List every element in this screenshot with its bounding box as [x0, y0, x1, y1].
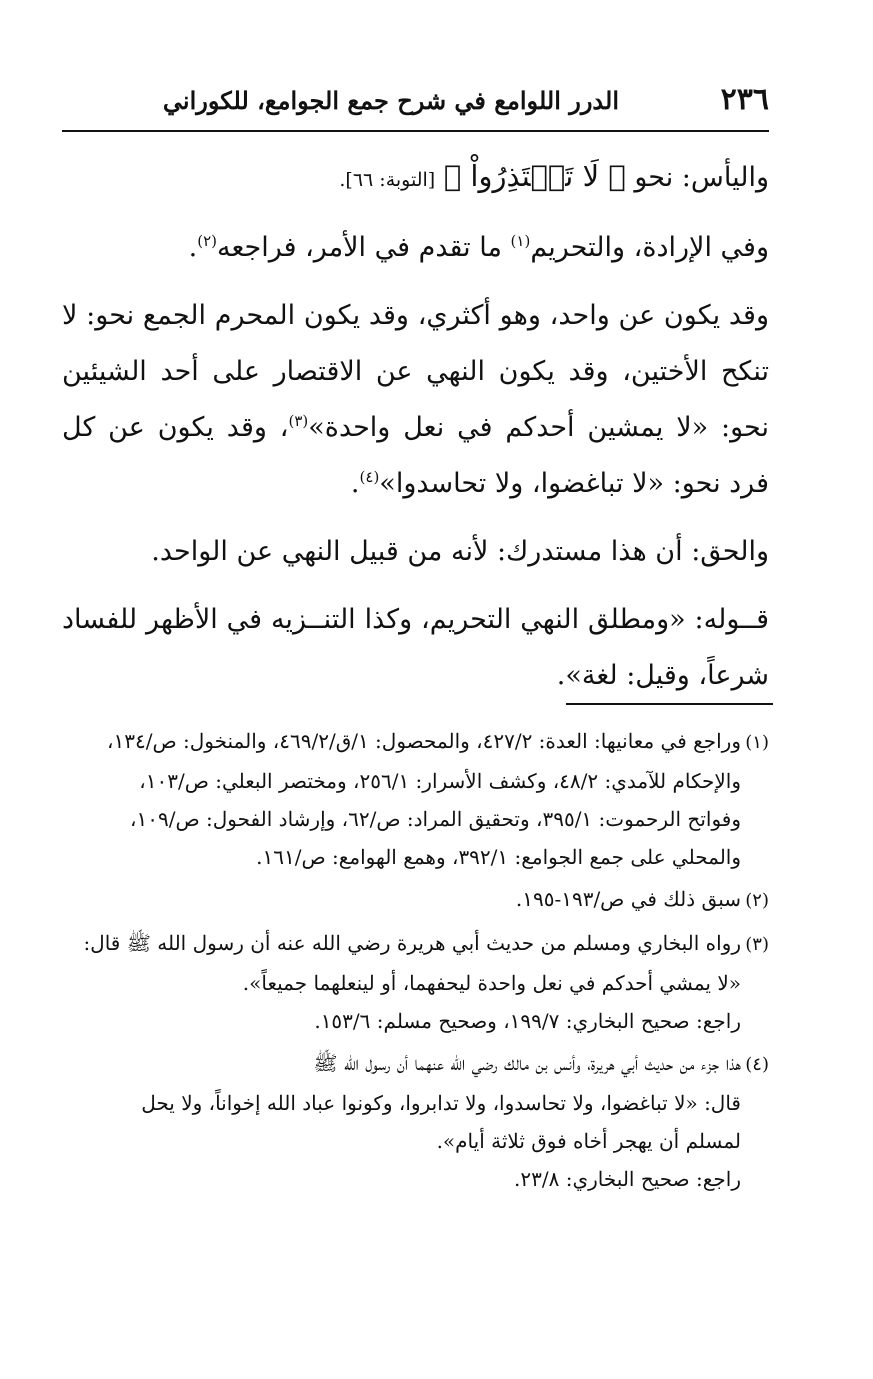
footnote-line: راجع: صحيح البخاري: ١٩٩/٧، وصحيح مسلم: ١٥٣/٦.	[314, 1009, 741, 1033]
footnote-ref-2[interactable]: (٢)	[197, 232, 217, 250]
footnote-text: هذا جزء من حديث أبي هريرة، وأنس بن مالك رضي الله عنهما أن رسول الله ﷺ	[313, 1051, 741, 1075]
paragraph-5: قــوله: «ومطلق النهي التحريم، وكذا التنــزيه في الأظهر للفساد شرعاً، وقيل: لغة».	[62, 604, 769, 691]
footnote-line	[62, 880, 769, 920]
footnotes	[62, 722, 769, 1202]
footnote-mark: (٣)	[745, 934, 769, 955]
p2-text-b: ما تقدم في الأمر، فراجعه	[217, 232, 511, 263]
p3-text-a: وقد يكون عن واحد، وهو أكثري، وقد يكون المحرم الجمع نحو: لا تنكح الأختين، وقد يكون النهي عن الاقتصار على أحد الشيئين نحو: «لا يمشين أحدكم في نعل واحدة»	[62, 300, 769, 443]
footnote-ref-1[interactable]: (١)	[510, 232, 531, 250]
paragraph-3	[62, 288, 769, 512]
footnote-3	[62, 924, 769, 1040]
footnote-line: راجع: صحيح البخاري: ٢٣/٨.	[514, 1167, 741, 1191]
footnote-mark: (٤)	[745, 1054, 769, 1075]
footnote-line: وفواتح الرحموت: ٣٩٥/١، وتحقيق المراد: ص/٦٢، وإرشاد الفحول: ص/١٠٩،	[130, 807, 741, 831]
footnote-line: قال: «لا تباغضوا، ولا تحاسدوا، ولا تدابروا، وكونوا عباد الله إخواناً، ولا يحل	[141, 1091, 741, 1115]
footnote-mark: (١)	[745, 732, 769, 753]
footnote-mark: (٢)	[745, 890, 769, 911]
paragraph-1	[62, 148, 769, 208]
footnote-1	[62, 722, 769, 876]
main-text	[62, 148, 769, 704]
footnote-ref-4[interactable]: (٤)	[359, 468, 380, 486]
footnote-4	[62, 1044, 769, 1198]
p2-text-a: وفي الإرادة، والتحريم	[530, 232, 769, 263]
footnote-line: «لا يمشي أحدكم في نعل واحدة ليحفهما، أو لينعلهما جميعاً».	[242, 971, 741, 995]
footnote-2	[62, 880, 769, 920]
p3-text-c: .	[350, 468, 360, 499]
paragraph-4: والحق: أن هذا مستدرك: لأنه من قبيل النهي عن الواحد.	[151, 536, 769, 567]
running-title: الدرر اللوامع في شرح جمع الجوامع، للكوراني	[162, 86, 619, 115]
p1-pre: واليأس: نحو	[634, 162, 769, 193]
footnote-line: والإحكام للآمدي: ٤٨/٢، وكشف الأسرار: ٢٥٦/١، ومختصر البعلي: ص/١٠٣،	[139, 769, 741, 793]
footnote-text: وراجع في معانيها: العدة: ٤٢٧/٢، والمحصول: ١/ق/٤٦٩/٢، والمنخول: ص/١٣٤،	[107, 729, 741, 753]
footnote-line	[62, 924, 769, 964]
p2-text-c: .	[188, 232, 198, 263]
footnote-line	[62, 1044, 769, 1084]
footnote-text: سبق ذلك في ص/١٩٣-١٩٥.	[515, 887, 741, 911]
footnote-separator	[566, 703, 773, 705]
p3-text-b: ، وقد يكون عن كل فرد نحو: «لا تباغضوا، ولا تحاسدوا»	[62, 412, 769, 499]
paragraph-2	[62, 220, 769, 276]
page-header	[62, 82, 769, 132]
footnote-line: لمسلم أن يهجر أخاه فوق ثلاثة أيام».	[436, 1129, 741, 1153]
footnote-ref-3[interactable]: (٣)	[288, 412, 309, 430]
verse-reference: [التوبة: ٦٦].	[339, 169, 436, 191]
footnote-line	[62, 722, 769, 762]
page-number: ٢٣٦	[720, 82, 769, 117]
footnote-text: رواه البخاري ومسلم من حديث أبي هريرة رضي الله عنه أن رسول الله ﷺ قال:	[83, 931, 741, 955]
footnote-line: والمحلي على جمع الجوامع: ٣٩٢/١، وهمع الهوامع: ص/١٦١.	[256, 845, 741, 869]
quran-verse: ﴿ لَا تَعۡتَذِرُواْ ﴾	[443, 159, 626, 193]
